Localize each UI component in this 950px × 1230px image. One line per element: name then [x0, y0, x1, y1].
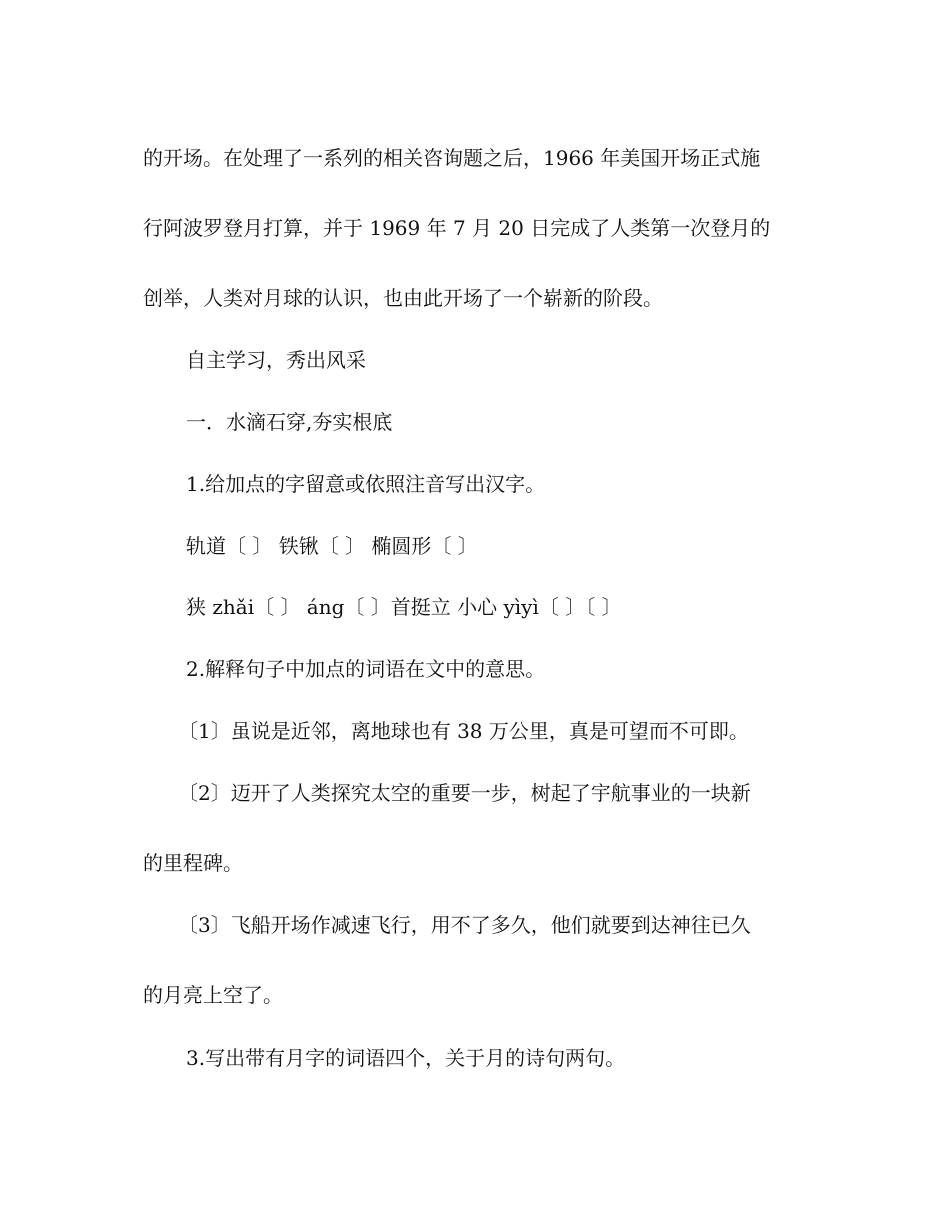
question-2-item: 〔2〕迈开了人类探究太空的重要一步，树起了宇航事业的一块新: [178, 781, 751, 805]
paragraph-line: 行阿波罗登月打算，并于 1969 年 7 月 20 日完成了人类第一次登月的: [143, 216, 771, 240]
question-2-prompt: 2.解释句子中加点的词语在文中的意思。: [186, 657, 546, 681]
question-1-prompt: 1.给加点的字留意或依照注音写出汉字。: [186, 472, 546, 496]
question-2-item: 〔1〕虽说是近邻，离地球也有 38 万公里，真是可望而不可即。: [178, 719, 749, 743]
paragraph-line: 创举，人类对月球的认识，也由此开场了一个崭新的阶段。: [143, 286, 663, 310]
question-1-row: 狭 zhǎi〔 〕 áng〔 〕首挺立 小心 yìyì〔 〕〔 〕: [186, 595, 622, 619]
question-2-item-continuation: 的月亮上空了。: [143, 983, 283, 1007]
question-3-prompt: 3.写出带有月字的词语四个，关于月的诗句两句。: [186, 1046, 626, 1070]
question-1-row: 轨道〔 〕 铁锹〔 〕 椭圆形〔 〕: [186, 534, 478, 558]
part-title: 一．水滴石穿,夯实根底: [186, 410, 393, 434]
paragraph-line: 的开场。在处理了一系列的相关咨询题之后，1966 年美国开场正式施: [143, 146, 761, 170]
question-2-item: 〔3〕飞船开场作减速飞行，用不了多久，他们就要到达神往已久: [178, 913, 751, 937]
section-title: 自主学习，秀出风采: [186, 348, 366, 372]
question-2-item-continuation: 的里程碑。: [143, 851, 243, 875]
